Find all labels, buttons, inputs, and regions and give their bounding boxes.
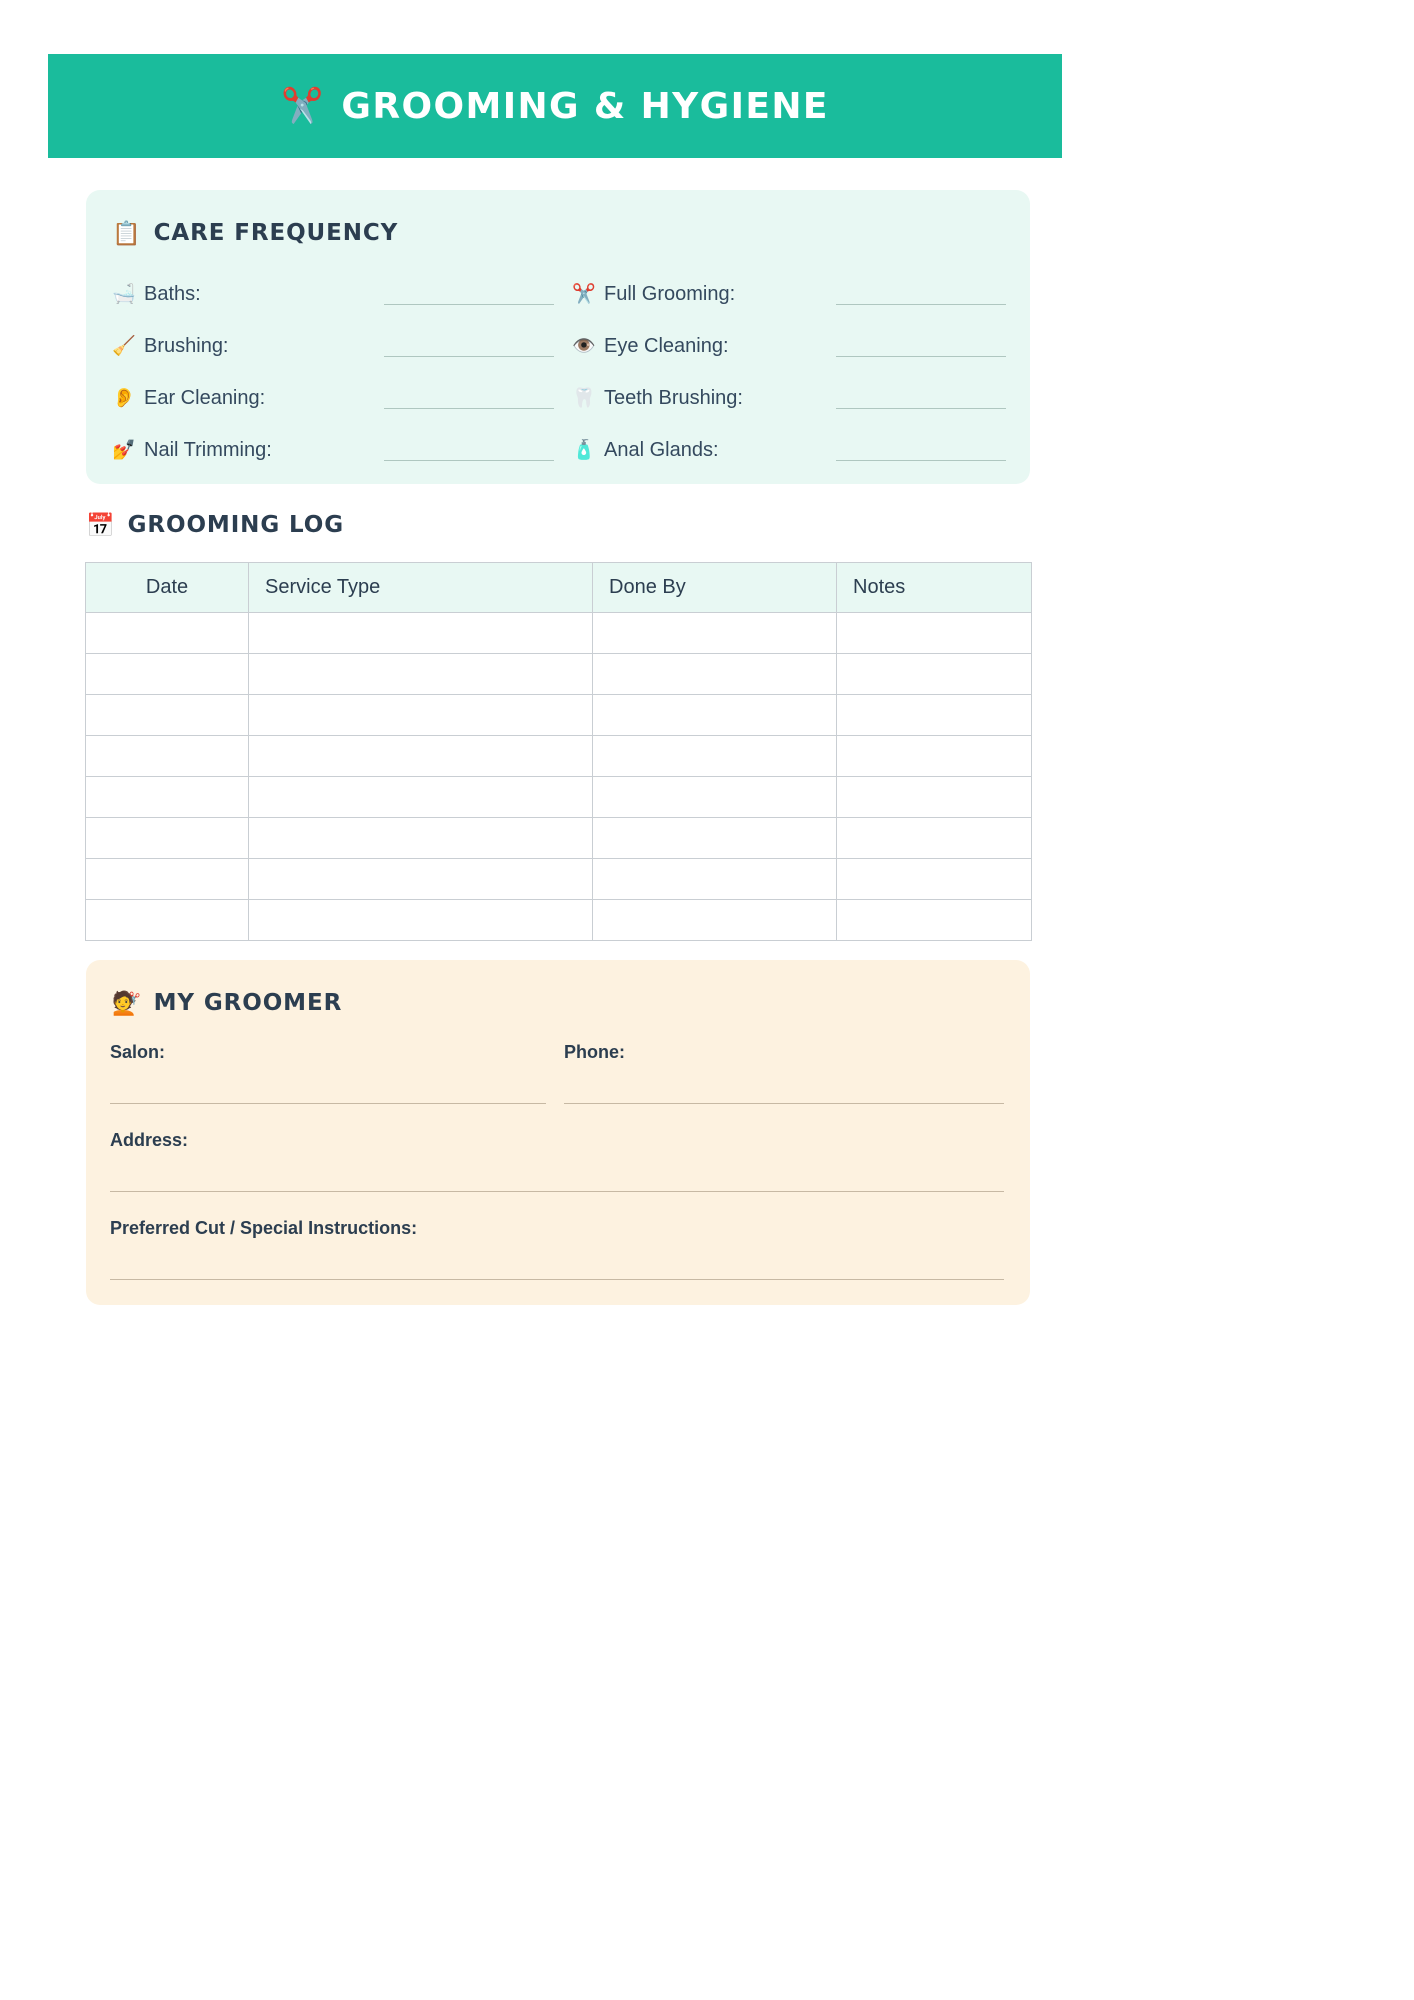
teeth-brushing-input[interactable] (836, 387, 1006, 409)
grooming-log-table (85, 562, 1032, 941)
grooming-log-heading-label: GROOMING LOG (127, 512, 344, 538)
care-row-baths (112, 268, 572, 320)
care-label-text: Anal Glands: (604, 438, 719, 461)
cell-service-type[interactable] (249, 613, 593, 654)
cell-done-by[interactable] (593, 613, 837, 654)
care-label-ear-cleaning (112, 387, 265, 410)
tooth-icon: 🦷 (572, 387, 596, 409)
scissors-icon: ✂️ (281, 87, 324, 125)
scissors-icon: ✂️ (572, 283, 596, 305)
column-header-date: Date (86, 563, 249, 613)
table-row[interactable] (86, 900, 1032, 941)
table-row[interactable] (86, 818, 1032, 859)
phone-label: Phone: (564, 1042, 625, 1062)
care-row-anal-glands (572, 424, 1006, 476)
cell-done-by[interactable] (593, 818, 837, 859)
column-header-done-by: Done By (593, 563, 837, 613)
ear-icon: 👂 (112, 387, 136, 409)
page-header-banner (48, 54, 1062, 158)
cell-date[interactable] (86, 613, 249, 654)
care-frequency-heading (112, 220, 398, 246)
cell-done-by[interactable] (593, 777, 837, 818)
cell-service-type[interactable] (249, 859, 593, 900)
cell-notes[interactable] (837, 859, 1032, 900)
cell-date[interactable] (86, 736, 249, 777)
bathtub-icon: 🛁 (112, 283, 136, 305)
cell-done-by[interactable] (593, 695, 837, 736)
care-label-nail-trimming (112, 439, 272, 462)
care-label-baths (112, 283, 201, 306)
care-frequency-grid (112, 268, 1006, 476)
cell-done-by[interactable] (593, 900, 837, 941)
address-input[interactable] (110, 1191, 1004, 1192)
preferred-cut-input[interactable] (110, 1279, 1004, 1280)
eye-icon: 👁️ (572, 335, 596, 357)
table-body (86, 613, 1032, 941)
baths-input[interactable] (384, 283, 554, 305)
cell-done-by[interactable] (593, 859, 837, 900)
cell-notes[interactable] (837, 695, 1032, 736)
my-groomer-heading (112, 990, 342, 1016)
care-row-brushing (112, 320, 572, 372)
nail-trimming-input[interactable] (384, 439, 554, 461)
cell-notes[interactable] (837, 736, 1032, 777)
cell-service-type[interactable] (249, 654, 593, 695)
table-row[interactable] (86, 654, 1032, 695)
address-field (110, 1130, 1004, 1192)
cell-notes[interactable] (837, 900, 1032, 941)
care-label-full-grooming (572, 283, 735, 306)
care-row-nail-trimming (112, 424, 572, 476)
preferred-cut-label: Preferred Cut / Special Instructions: (110, 1218, 418, 1238)
care-frequency-card (86, 190, 1030, 484)
care-row-full-grooming (572, 268, 1006, 320)
page-title: GROOMING & HYGIENE (341, 85, 829, 127)
cell-service-type[interactable] (249, 818, 593, 859)
eye-cleaning-input[interactable] (836, 335, 1006, 357)
care-label-anal-glands (572, 439, 719, 462)
cell-date[interactable] (86, 900, 249, 941)
table-row[interactable] (86, 859, 1032, 900)
brush-icon: 🧹 (112, 335, 136, 357)
salon-input[interactable] (110, 1103, 546, 1104)
table-row[interactable] (86, 613, 1032, 654)
lotion-bottle-icon: 🧴 (572, 439, 596, 461)
cell-notes[interactable] (837, 613, 1032, 654)
my-groomer-card (86, 960, 1030, 1305)
cell-date[interactable] (86, 818, 249, 859)
cell-date[interactable] (86, 695, 249, 736)
cell-done-by[interactable] (593, 654, 837, 695)
table-header-row (86, 563, 1032, 613)
cell-service-type[interactable] (249, 900, 593, 941)
column-header-service-type: Service Type (249, 563, 593, 613)
grooming-log-heading (86, 512, 344, 538)
calendar-icon: 📅 (86, 511, 115, 538)
anal-glands-input[interactable] (836, 439, 1006, 461)
table-row[interactable] (86, 695, 1032, 736)
care-label-text: Ear Cleaning: (144, 386, 266, 409)
phone-input[interactable] (564, 1103, 1004, 1104)
cell-done-by[interactable] (593, 736, 837, 777)
cell-notes[interactable] (837, 818, 1032, 859)
care-label-text: Brushing: (144, 334, 229, 357)
address-label: Address: (110, 1130, 189, 1150)
cell-service-type[interactable] (249, 777, 593, 818)
salon-field (110, 1042, 546, 1104)
table-row[interactable] (86, 777, 1032, 818)
care-label-text: Baths: (144, 282, 201, 305)
cell-service-type[interactable] (249, 695, 593, 736)
care-label-teeth-brushing (572, 387, 743, 410)
column-header-notes: Notes (837, 563, 1032, 613)
cell-date[interactable] (86, 654, 249, 695)
care-row-ear-cleaning (112, 372, 572, 424)
my-groomer-heading-label: MY GROOMER (153, 990, 343, 1016)
cell-notes[interactable] (837, 654, 1032, 695)
table-header (86, 563, 1032, 613)
care-label-text: Nail Trimming: (144, 438, 272, 461)
phone-field (564, 1042, 1004, 1104)
nail-polish-icon: 💅 (112, 439, 136, 461)
cell-date[interactable] (86, 777, 249, 818)
table-row[interactable] (86, 736, 1032, 777)
cell-date[interactable] (86, 859, 249, 900)
cell-service-type[interactable] (249, 736, 593, 777)
brushing-input[interactable] (384, 335, 554, 357)
care-row-eye-cleaning (572, 320, 1006, 372)
haircut-person-icon: 💇 (112, 989, 141, 1016)
care-label-eye-cleaning (572, 335, 729, 358)
care-row-teeth-brushing (572, 372, 1006, 424)
preferred-cut-field (110, 1218, 1004, 1280)
salon-label: Salon: (110, 1042, 166, 1062)
care-frequency-heading-label: CARE FREQUENCY (153, 220, 399, 246)
care-label-text: Full Grooming: (604, 282, 736, 305)
care-label-text: Eye Cleaning: (604, 334, 729, 357)
cell-notes[interactable] (837, 777, 1032, 818)
care-label-text: Teeth Brushing: (604, 386, 743, 409)
care-label-brushing (112, 335, 229, 358)
banner-content (281, 86, 829, 127)
clipboard-icon: 📋 (112, 219, 141, 246)
full-grooming-input[interactable] (836, 283, 1006, 305)
ear-cleaning-input[interactable] (384, 387, 554, 409)
